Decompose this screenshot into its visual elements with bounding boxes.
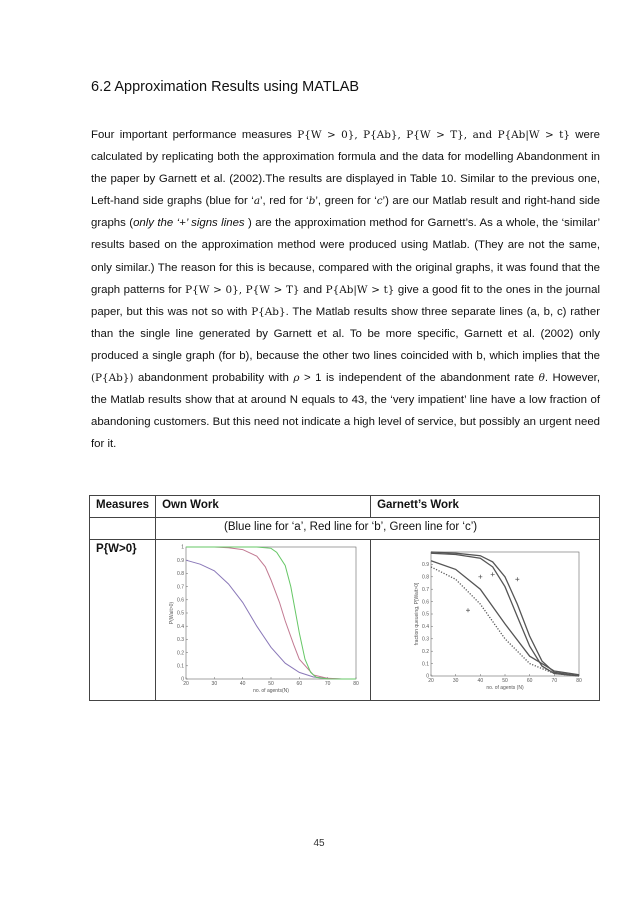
y-tick-label: 0 [181, 676, 185, 683]
x-tick-label: 40 [477, 678, 484, 684]
section-heading: 6.2 Approximation Results using MATLAB [91, 79, 360, 95]
x-tick-label: 50 [502, 678, 508, 684]
note-spacer [90, 518, 156, 540]
y-axis-label: fraction queueing, P[Wait>0] [414, 582, 421, 646]
x-tick-label: 30 [211, 681, 218, 687]
legend-note: (Blue line for ‘a’, Red line for ‘b’, Green line for ‘c’) [156, 518, 600, 540]
x-tick-label: 70 [324, 681, 331, 687]
series-line [186, 560, 356, 679]
y-tick-label: 0.5 [177, 610, 185, 617]
series-line [186, 547, 356, 679]
series-line [431, 552, 579, 676]
math-inline: P{Ab|W > t} [325, 283, 395, 296]
table-header-row [90, 496, 600, 518]
y-tick-label: 0.8 [422, 574, 430, 581]
garnett-graph-cell [371, 540, 600, 701]
x-axis-label: no. of agents (N) [486, 685, 524, 691]
header-measures: Measures [90, 496, 156, 518]
plot-frame [186, 547, 356, 679]
math-inline: P{Ab} [251, 305, 286, 318]
page-number: 45 [313, 838, 325, 849]
y-tick-label: 0.5 [422, 611, 430, 618]
body-paragraph: Four important performance measures P{W > 0}, P{Ab}, P{W > T}, and P{Ab|W > t} were calculated by replicating both the approximation formula and the data for modelling Abandonment in the paper by Garnett et al. (2002).The results are displayed in Table 10. Similar to the previous one, Left-hand side graphs (blue for ‘a’, red for ‘b’, green for ‘c’) are our Matlab result and right-hand side graphs (only the ‘+’ signs lines ) are the approximation method for Garnett’s. As a whole, the ‘similar’ results based on the approximation method were produced using Matlab. (They are not the same, only similar.) The reason for this is because, compared with the original graphs, it was found that the graph patterns for P{W > 0}, P{W > T} and P{Ab|W > t} give a good fit to the ones in the journal paper, but this was not so with P{Ab}. The Matlab results show three separate lines (a, b, c) rather than the single line generated by Garnett et al. To be more specific, Garnett et al. (2002) only produced a single graph (for b), because the other two lines coincided with b, which implies that the (P{Ab}) abandonment probability with ρ > 1 is independent of the abandonment rate θ. However, the Matlab results show that at around N equals to 43, the ‘very impatient’ line have a low fraction of abandoning customers. But this need not indicate a high level of service, but possibly an urgent need for it. [91, 129, 600, 451]
x-tick-label: 70 [551, 678, 558, 684]
y-tick-label: 0.7 [177, 584, 185, 591]
y-tick-label: 0 [426, 673, 430, 680]
y-tick-label: 0.9 [177, 557, 185, 564]
y-tick-label: 0.9 [422, 562, 430, 569]
y-tick-label: 1 [181, 544, 185, 551]
x-tick-label: 80 [576, 678, 582, 684]
x-tick-label: 80 [353, 681, 359, 687]
y-tick-label: 0.4 [422, 624, 430, 631]
y-tick-label: 0.6 [177, 597, 185, 604]
y-tick-label: 0.2 [422, 648, 430, 655]
garnett-plot [371, 540, 599, 700]
x-tick-label: 40 [239, 681, 246, 687]
x-tick-label: 60 [526, 678, 533, 684]
x-tick-label: 60 [296, 681, 303, 687]
y-tick-label: 0.3 [422, 636, 430, 643]
header-garnetts-work: Garnett’s Work [371, 496, 600, 518]
plot-frame [431, 552, 579, 676]
y-tick-label: 0.4 [177, 623, 185, 630]
math-inline: P{W > 0}, P{W > T} [185, 283, 300, 296]
data-marker [515, 577, 519, 581]
measure-label: P{W>0} [90, 540, 156, 701]
math-inline: P{W > 0}, P{Ab}, P{W > T}, and P{Ab|W > t} [297, 129, 570, 141]
y-tick-label: 0.1 [177, 663, 185, 670]
series-line [431, 567, 579, 676]
x-tick-label: 20 [428, 678, 434, 684]
data-marker [478, 575, 482, 579]
own-work-graph-cell [156, 540, 371, 701]
y-axis-label: P(Wait>0) [169, 601, 176, 625]
own-work-plot [156, 540, 370, 700]
y-tick-label: 0.7 [422, 586, 430, 593]
series-line [186, 547, 356, 679]
table-note-row [90, 518, 600, 540]
x-tick-label: 50 [268, 681, 274, 687]
results-table [89, 495, 600, 701]
y-tick-label: 0.2 [177, 650, 185, 657]
x-tick-label: 30 [452, 678, 459, 684]
math-inline: (P{Ab}) [91, 372, 134, 385]
y-tick-label: 0.1 [422, 661, 430, 668]
header-own-work: Own Work [156, 496, 371, 518]
x-tick-label: 20 [183, 681, 189, 687]
table-row [90, 540, 600, 701]
y-tick-label: 0.6 [422, 599, 430, 606]
data-marker [491, 572, 495, 576]
y-tick-label: 0.3 [177, 637, 185, 644]
y-tick-label: 0.8 [177, 571, 185, 578]
series-line [431, 553, 579, 676]
data-marker [466, 608, 470, 612]
x-axis-label: no. of agents(N) [253, 688, 289, 694]
